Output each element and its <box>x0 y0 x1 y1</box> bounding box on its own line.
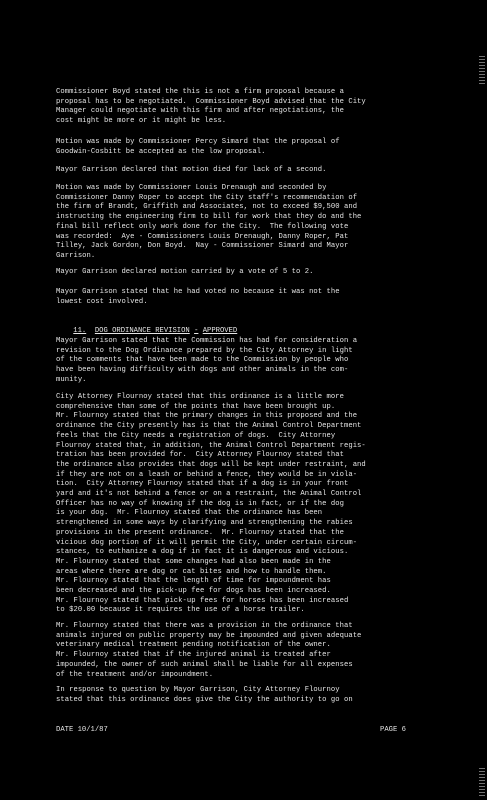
section-number: 11. <box>73 326 87 335</box>
text-line: the ordinance also provides that dogs will be kept under restraint, and <box>56 460 366 469</box>
text-line: Motion was made by Commissioner Percy Simard that the proposal of <box>56 138 340 146</box>
text-line: Mr. Flournoy stated that pick-up fees for horses has been increased <box>56 596 349 605</box>
text-line: ordinance the City presently has is that the Animal Control Department <box>56 422 362 431</box>
text-line: impounded, the owner of such animal shall be liable for all expenses <box>56 660 353 669</box>
text-line: the firm of Brandt, Griffith and Associates, not to exceed $9,500 and <box>56 203 358 212</box>
text-line: proposal has to be negotiated. Commissioner Boyd advised that the City <box>56 97 366 106</box>
text-line: Mr. Flournoy stated that if the injured animal is treated after <box>56 651 331 660</box>
text-line: been decreased and the pick-up fee for dogs has been increased. <box>56 587 331 596</box>
text-line: Mr. Flournoy stated that there was a provision in the ordinance that <box>56 622 353 630</box>
text-line: vicious dog portion of it will permit the City, under certain circum- <box>56 538 358 547</box>
text-line: strengthened in some ways by clarifying and strengthening the rabies <box>56 519 353 528</box>
text-line: Manager could negotiate with this firm and after negotiations, the <box>56 107 344 116</box>
scan-edge-mark <box>479 768 485 796</box>
footer-page-number: PAGE 6 <box>380 726 406 734</box>
paragraph-garrison-question <box>56 686 432 705</box>
text-line: of the comments that have been made to the Commission by people who <box>56 356 349 365</box>
text-line: cost might be more or it might be less. <box>56 117 227 126</box>
section-title: DOG ORDINANCE REVISION <box>94 326 190 335</box>
paragraph-vote-result <box>56 268 432 278</box>
paragraph-dog-ordinance-intro <box>56 337 432 386</box>
text-line: tration has been provided for. City Attorney Flournoy stated that <box>56 451 344 460</box>
paragraph-simard-motion <box>56 138 432 157</box>
text-line: animals injured on public property may be impounded and given adequate <box>56 631 362 640</box>
text-line: Goodwin-Cosbitt be accepted as the low proposal. <box>56 147 266 156</box>
text-line: Garrison. <box>56 251 96 260</box>
paragraph-flournoy-explanation <box>56 393 432 616</box>
text-line: final bill reflect only work done for the City. The following vote <box>56 222 349 231</box>
text-line: Mr. Flournoy stated that the length of time for impoundment has <box>56 577 331 586</box>
text-line: Mayor Garrison declared motion carried by a vote of 5 to 2. <box>56 268 314 276</box>
text-line: Commissioner Boyd stated the this is not a firm proposal because a <box>56 88 344 96</box>
text-line: veterinary medical treatment pending notification of the owner. <box>56 641 331 650</box>
text-line: is your dog. Mr. Flournoy stated that the ordinance has been <box>56 509 323 518</box>
text-line: have been having difficulty with dogs and other animals in the com- <box>56 366 349 375</box>
text-line: In response to question by Mayor Garrison, City Attorney Flournoy <box>56 686 340 694</box>
paragraph-boyd-proposal <box>56 88 432 127</box>
paragraph-garrison-no-vote <box>56 288 432 307</box>
text-line: Tilley, Jack Gordon, Don Boyd. Nay - Commissioner Simard and Mayor <box>56 242 349 251</box>
text-line: Motion was made by Commissioner Louis Drenaugh and seconded by <box>56 184 327 192</box>
text-line: Commissioner Danny Roper to accept the City staff's recommendation of <box>56 193 358 202</box>
text-line: munity. <box>56 375 87 384</box>
text-line: Mayor Garrison stated that the Commission has had for consideration a <box>56 337 358 345</box>
section-status: APPROVED <box>202 326 238 335</box>
text-line: lowest cost involved. <box>56 297 148 306</box>
text-line: stated that this ordinance does give the City the authority to go on <box>56 695 353 704</box>
text-line: to $20.00 because it requires the use of a horse trailer. <box>56 606 305 615</box>
section-separator: - <box>194 326 199 335</box>
text-line: revision to the Dog Ordinance prepared by the City Attorney in light <box>56 346 353 355</box>
text-line: yard and it's not behind a fence or on a restraint, the Animal Control <box>56 490 362 499</box>
paragraph-motion-died <box>56 166 432 176</box>
footer-date: DATE 10/1/87 <box>56 726 108 734</box>
text-line: instructing the engineering firm to bill for work that they do and the <box>56 213 362 222</box>
text-line: Mayor Garrison stated that he had voted no because it was not the <box>56 288 340 296</box>
paragraph-drenaugh-motion <box>56 184 432 262</box>
text-line: comprehensive than some of the points that have been brought up. <box>56 402 336 411</box>
text-line: areas where there are dog or cat bites and how to handle them. <box>56 567 327 576</box>
text-line: feels that the City needs a registration of dogs. City Attorney <box>56 431 336 440</box>
text-line: Officer has no way of knowing if the dog is in fact, or if the dog <box>56 499 344 508</box>
scan-edge-mark <box>479 56 485 84</box>
text-line: Flournoy stated that, in addition, the Animal Control Department regis- <box>56 441 366 450</box>
text-line: Mayor Garrison declared that motion died for lack of a second. <box>56 166 327 174</box>
text-line: City Attorney Flournoy stated that this ordinance is a little more <box>56 393 344 401</box>
text-line: Mr. Flournoy stated that some changes had also been made in the <box>56 557 331 566</box>
text-line: stances, to euthanize a dog if in fact it is dangerous and vicious. <box>56 548 349 557</box>
text-line: was recorded: Aye - Commissioners Louis Drenaugh, Danny Roper, Pat <box>56 232 349 241</box>
text-line: Mr. Flournoy stated that the primary changes in this proposed and the <box>56 412 358 421</box>
text-line: tion. City Attorney Flournoy stated that if a dog is in your front <box>56 480 349 489</box>
text-line: if they are not on a leash or behind a fence, they would be in viola- <box>56 470 358 479</box>
text-line: of the treatment and/or impoundment. <box>56 670 214 679</box>
text-line: provisions in the present ordinance. Mr. Flournoy stated that the <box>56 528 344 537</box>
paragraph-injured-animals <box>56 622 432 680</box>
